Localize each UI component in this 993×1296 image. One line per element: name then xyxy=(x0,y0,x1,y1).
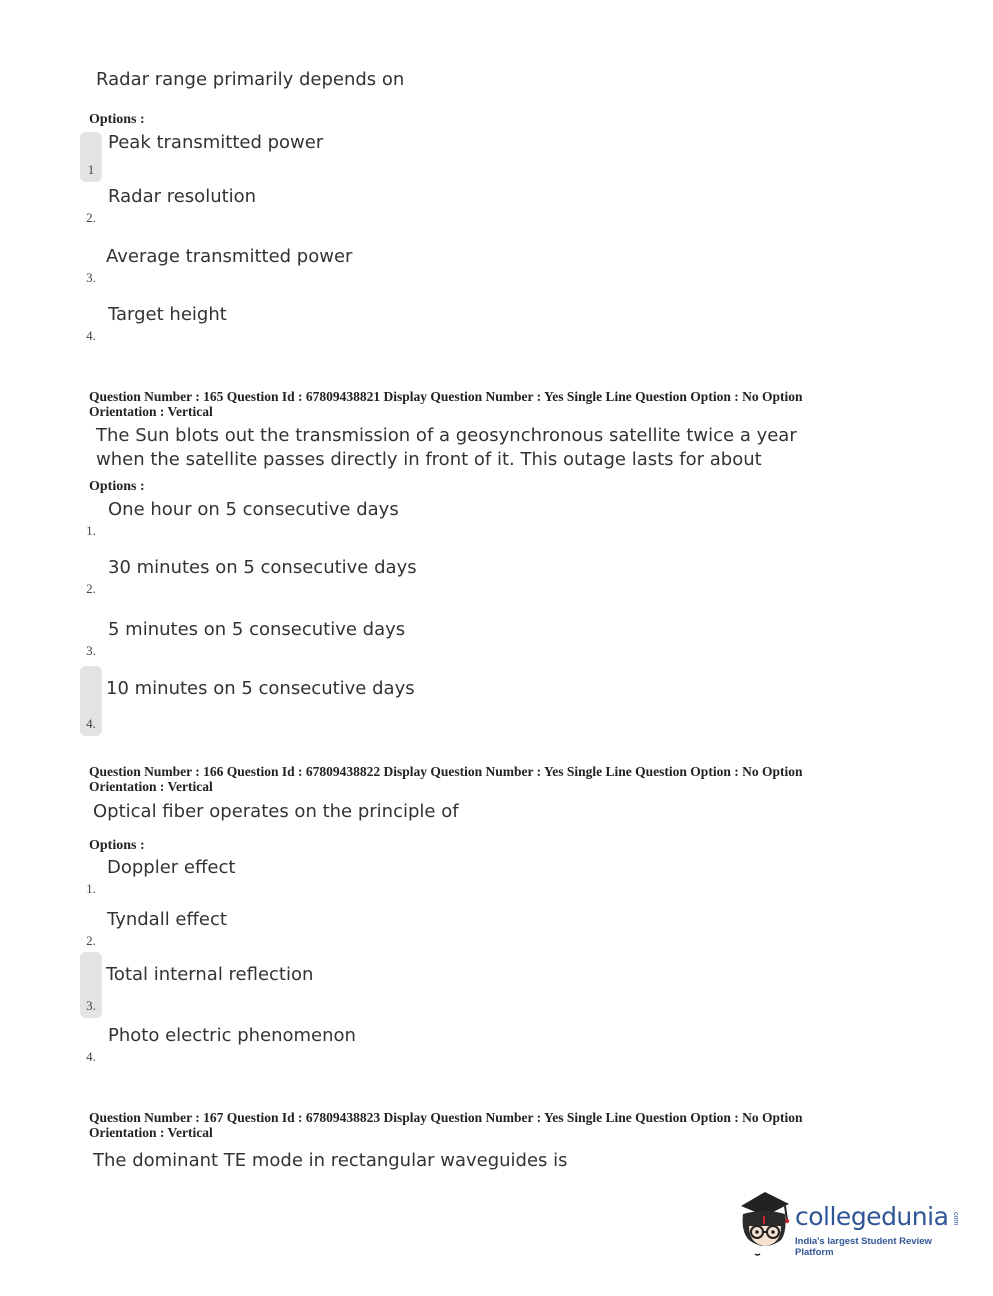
option-text: Peak transmitted power xyxy=(108,132,324,153)
brand-tagline: India's largest Student Review Platform xyxy=(795,1236,932,1258)
option-165-2[interactable] xyxy=(80,557,680,597)
question-166-meta xyxy=(89,764,879,794)
brand-domain: .com xyxy=(952,1210,959,1226)
option-text: Tyndall effect xyxy=(107,909,227,930)
question-165-text xyxy=(96,424,816,472)
option-number: 3. xyxy=(86,270,96,285)
option-164-1[interactable] xyxy=(80,132,680,177)
option-number: 2. xyxy=(86,581,96,596)
option-text: Radar resolution xyxy=(108,186,257,207)
meta-line: Question Number : 167 Question Id : 67809438823 Display Question Number : Yes Single Line Question Option : No Option xyxy=(89,1110,803,1125)
options-label: Options : xyxy=(89,838,145,853)
option-165-3[interactable] xyxy=(80,619,680,659)
meta-line: Orientation : Vertical xyxy=(89,779,213,794)
option-text: Doppler effect xyxy=(107,857,236,878)
options-label: Options : xyxy=(89,479,145,494)
option-number: 3. xyxy=(80,952,102,1018)
option-164-4[interactable] xyxy=(80,304,680,344)
option-number: 1 xyxy=(80,132,102,182)
option-number: 3. xyxy=(86,643,96,658)
question-line: The Sun blots out the transmission of a geosynchronous satellite twice a year xyxy=(96,425,797,446)
option-165-1[interactable] xyxy=(80,499,680,539)
question-167-text: The dominant TE mode in rectangular waveguides is xyxy=(93,1150,568,1171)
question-line: when the satellite passes directly in front of it. This outage lasts for about xyxy=(96,449,762,470)
options-label: Options : xyxy=(89,112,145,127)
option-number: 2. xyxy=(86,933,96,948)
option-number: 1. xyxy=(86,881,96,896)
mascot-icon xyxy=(735,1188,795,1258)
question-166-text: Optical fiber operates on the principle of xyxy=(93,801,459,822)
option-166-3[interactable] xyxy=(80,952,680,1013)
question-167-meta xyxy=(89,1110,879,1140)
option-number: 4. xyxy=(80,666,102,736)
question-164-text: Radar range primarily depends on xyxy=(96,69,405,90)
meta-line: Orientation : Vertical xyxy=(89,1125,213,1140)
option-text: 30 minutes on 5 consecutive days xyxy=(108,557,417,578)
meta-line: Question Number : 165 Question Id : 67809438821 Display Question Number : Yes Single Line Question Option : No Option xyxy=(89,389,803,404)
question-165-meta xyxy=(89,389,879,419)
meta-line: Orientation : Vertical xyxy=(89,404,213,419)
option-166-4[interactable] xyxy=(80,1025,680,1065)
collegedunia-logo xyxy=(735,1188,965,1258)
option-number: 2. xyxy=(86,210,96,225)
option-number: 4. xyxy=(86,328,96,343)
option-text: One hour on 5 consecutive days xyxy=(108,499,399,520)
option-text: 10 minutes on 5 consecutive days xyxy=(106,678,415,699)
option-text: Target height xyxy=(108,304,227,325)
option-166-2[interactable] xyxy=(80,909,680,949)
option-165-4[interactable] xyxy=(80,666,680,731)
option-text: 5 minutes on 5 consecutive days xyxy=(108,619,406,640)
option-164-3[interactable] xyxy=(80,246,680,286)
option-number: 1. xyxy=(86,523,96,538)
option-text: Average transmitted power xyxy=(106,246,353,267)
meta-line: Question Number : 166 Question Id : 67809438822 Display Question Number : Yes Single Line Question Option : No Option xyxy=(89,764,803,779)
option-number: 4. xyxy=(86,1049,96,1064)
option-text: Total internal reflection xyxy=(106,964,314,985)
option-166-1[interactable] xyxy=(80,857,680,897)
option-text: Photo electric phenomenon xyxy=(108,1025,356,1046)
option-164-2[interactable] xyxy=(80,186,680,226)
brand-name: collegedunia xyxy=(795,1202,949,1231)
